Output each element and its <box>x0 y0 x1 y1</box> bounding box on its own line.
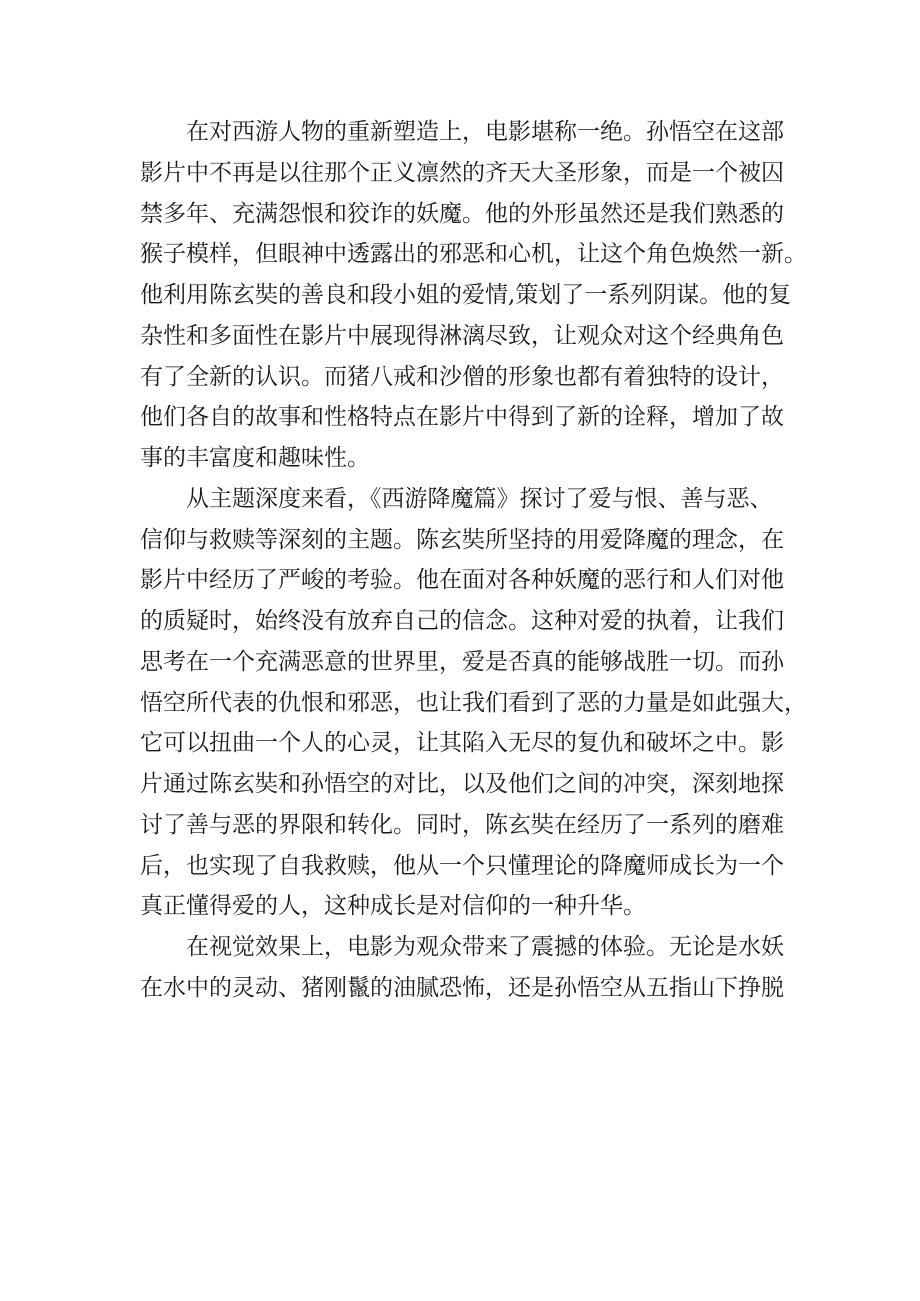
text-line: 的质疑时，始终没有放弃自己的信念。这种对爱的执着，让我们 <box>140 608 784 634</box>
text-line: 悟空所代表的仇恨和邪恶，也让我们看到了恶的力量是如此强大， <box>140 689 807 716</box>
text-line: 后，也实现了自我救赎，他从一个只懂理论的降魔师成长为一个 <box>140 852 784 879</box>
text-line: 杂性和多面性在影片中展现得淋漓尽致，让观众对这个经典角色 <box>140 322 784 349</box>
article-body <box>140 112 810 1009</box>
text-line: 信仰与救赎等深刻的主题。陈玄奘所坚持的用爱降魔的理念，在 <box>140 526 784 553</box>
text-line: 在视觉效果上，电影为观众带来了震撼的体验。无论是水妖 <box>186 934 784 960</box>
text-line: 在水中的灵动、猪刚鬣的油腻恐怖，还是孙悟空从五指山下挣脱 <box>140 974 784 1001</box>
paragraph-3 <box>140 927 810 1009</box>
paragraph-2 <box>140 479 810 927</box>
text-line: 讨了善与恶的界限和转化。同时，陈玄奘在经历了一系列的磨难 <box>140 811 784 838</box>
text-line: 它可以扭曲一个人的心灵，让其陷入无尽的复仇和破坏之中。影 <box>140 730 784 757</box>
text-line: 真正懂得爱的人，这种成长是对信仰的一种升华。 <box>140 893 646 920</box>
text-line: 他们各自的故事和性格特点在影片中得到了新的诠释，增加了故 <box>140 404 784 431</box>
text-line: 影片中经历了严峻的考验。他在面对各种妖魔的恶行和人们对他 <box>140 567 784 594</box>
text-line: 有了全新的认识。而猪八戒和沙僧的形象也都有着独特的设计， <box>140 363 784 390</box>
text-line: 思考在一个充满恶意的世界里，爱是否真的能够战胜一切。而孙 <box>140 648 784 675</box>
text-line: 猴子模样，但眼神中透露出的邪恶和心机，让这个角色焕然一新。 <box>140 241 807 268</box>
text-line: 在对西游人物的重新塑造上，电影堪称一绝。孙悟空在这部 <box>186 119 784 145</box>
paragraph-1 <box>140 112 810 479</box>
text-line: 他利用陈玄奘的善良和段小姐的爱情,策划了一系列阴谋。他的复 <box>140 282 792 308</box>
text-line: 禁多年、充满怨恨和狡诈的妖魔。他的外形虽然还是我们熟悉的 <box>140 200 784 227</box>
text-line: 片通过陈玄奘和孙悟空的对比，以及他们之间的冲突，深刻地探 <box>140 771 784 797</box>
text-line: 事的丰富度和趣味性。 <box>140 445 370 471</box>
text-line: 影片中不再是以往那个正义凛然的齐天大圣形象，而是一个被囚 <box>140 159 784 186</box>
text-line: 从主题深度来看，《西游降魔篇》探讨了爱与恨、善与恶、 <box>186 485 773 512</box>
